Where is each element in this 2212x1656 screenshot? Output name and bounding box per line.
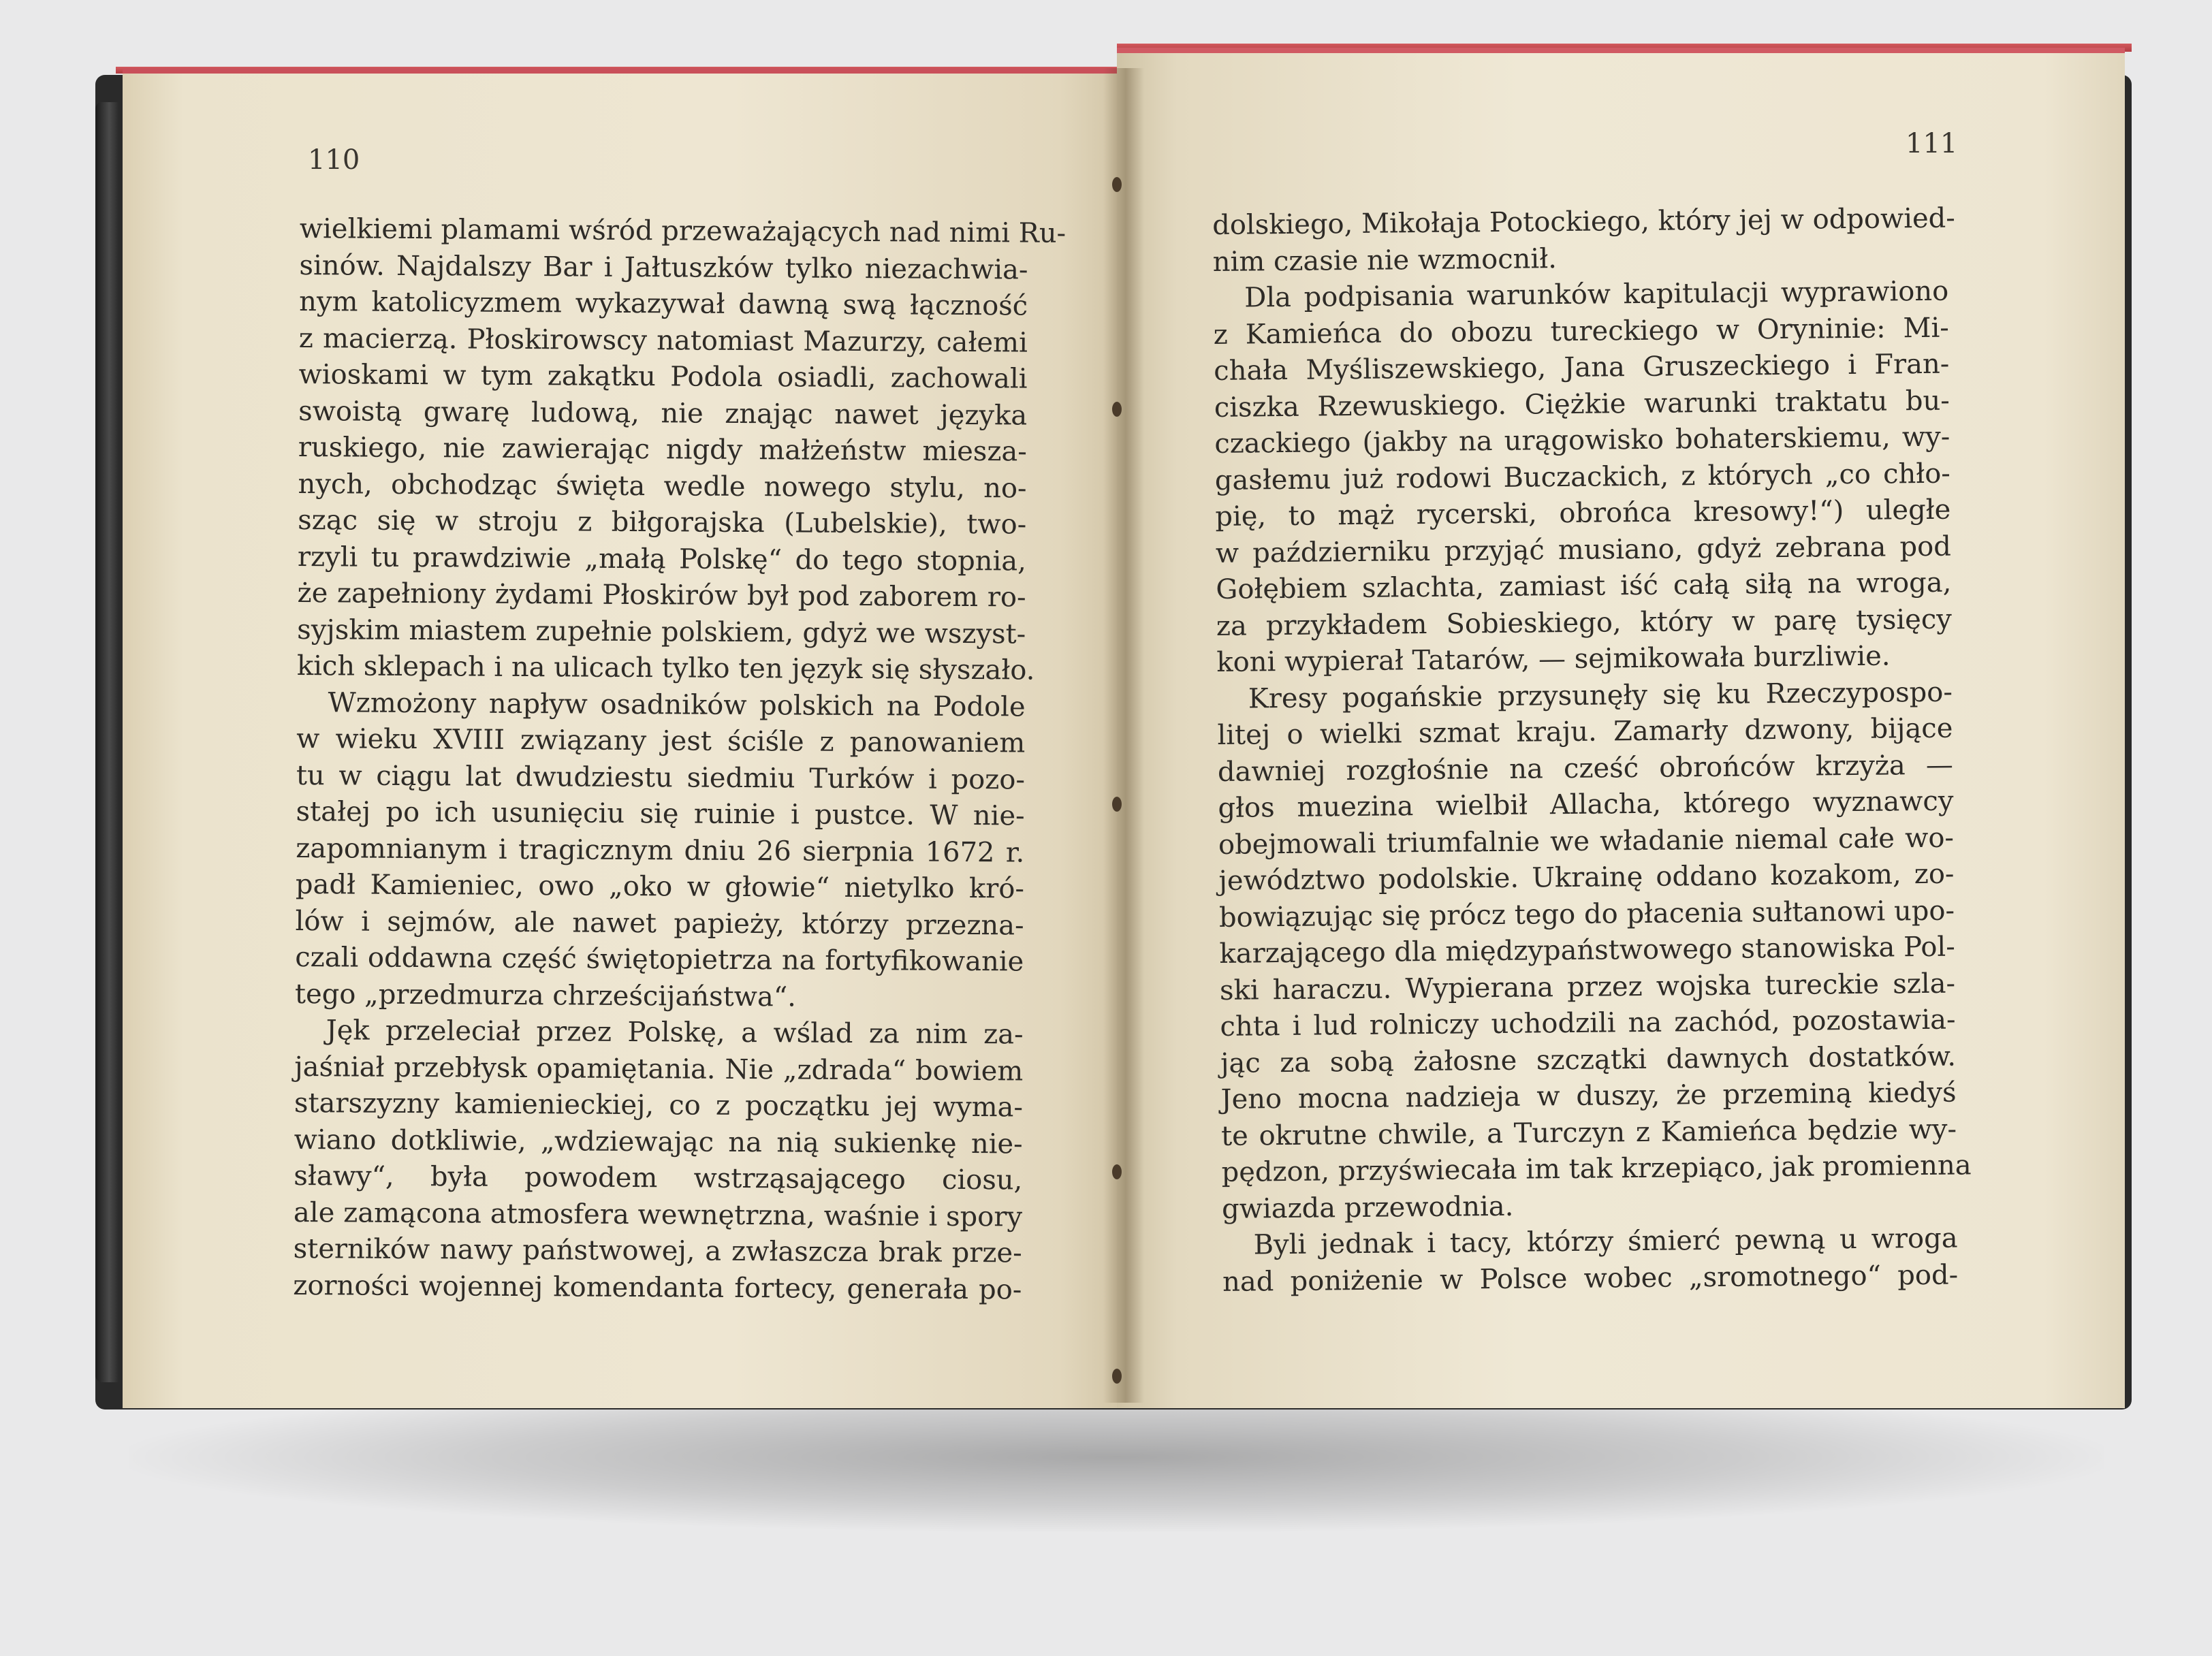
text-line: za przykładem Sobieskiego, który w parę tysięcy (1216, 603, 1953, 642)
text-line: sząc się w stroju z biłgorajska (Lubelskie), two- (298, 504, 1027, 541)
text-line: wielkiemi plamami wśród przeważających nad nimi Ru- (299, 212, 1066, 249)
text-line: kich sklepach i na ulicach tylko ten język się słyszało. (296, 650, 1035, 686)
text-line: dolskiego, Mikołaja Potockiego, który jej w odpowied- (1212, 202, 1956, 241)
right-page-text (1212, 201, 1972, 1301)
text-line: obejmowali triumfalnie we władanie niemal całe wo- (1218, 822, 1955, 861)
text-line: głos muezina wielbił Allacha, którego wyznawcy (1218, 785, 1954, 824)
left-page-text (293, 211, 1066, 1309)
text-line: tego „przedmurza chrześcijaństwa“. (294, 978, 797, 1013)
text-line: bowiązując się prócz tego do płacenia sułtanowi upo- (1218, 895, 1955, 934)
text-line: swoistą gwarę ludową, nie znając nawet języka (298, 395, 1028, 432)
text-line: czali oddawna część świętopietrza na fortyfikowanie (295, 941, 1024, 978)
text-line: dawniej rozgłośnie na cześć obrońców krzyża — (1217, 749, 1954, 788)
text-line: Wzmożony napływ osadników polskich na Podole (328, 686, 1026, 723)
text-line: rzyli tu prawdziwie „małą Polskę“ do tego stopnia, (297, 541, 1027, 577)
text-line: zapomnianym i tragicznym dniu 26 sierpnia 1672 r. (296, 832, 1025, 869)
text-line: zorności wojennej komendanta fortecy, generała po- (293, 1269, 1022, 1306)
binding-stitch (1112, 1164, 1122, 1179)
text-line: wioskami w tym zakątku Podola osiadli, zachowali (298, 358, 1028, 395)
text-line: ciszka Rzewuskiego. Ciężkie warunki traktatu bu- (1214, 385, 1950, 424)
binding-stitch (1112, 1369, 1122, 1384)
text-line: Dla podpisania warunków kapitulacji wyprawiono (1244, 275, 1949, 314)
book-gutter (1103, 68, 1144, 1403)
text-line: wiano dotkliwie, „wdziewając na nią sukienkę nie- (294, 1124, 1023, 1160)
right-page-number: 111 (1906, 128, 1958, 159)
text-line: starszyzny kamienieckiej, co z początku jej wyma- (294, 1087, 1024, 1124)
left-page-number: 110 (308, 144, 360, 176)
text-line: z Kamieńca do obozu tureckiego w Oryninie: Mi- (1213, 312, 1949, 351)
text-line: w październiku przyjąć musiano, gdyż zebrana pod (1215, 530, 1952, 569)
text-line: jewództwo podolskie. Ukrainę oddano kozakom, zo- (1218, 858, 1955, 897)
text-line: Jeno mocna nadzieja w duszy, że przeminą kiedyś (1220, 1077, 1957, 1115)
text-line: syjskim miastem zupełnie polskiem, gdyż we wszyst- (297, 614, 1026, 650)
text-line: w wieku XVIII związany jest ściśle z panowaniem (296, 722, 1026, 759)
book-spine (95, 102, 118, 1382)
text-line: Byli jednak i tacy, którzy śmierć pewną u wroga (1253, 1222, 1958, 1261)
text-line: pędzon, przyświecała im tak krzepiąco, jak promienna (1221, 1149, 1972, 1188)
text-line: karzającego dla międzypaństwowego stanowiska Pol- (1219, 931, 1955, 970)
text-line: ski haraczu. Wypierana przez wojska tureckie szla- (1219, 968, 1956, 1006)
text-line: chta i lud rolniczy uchodzili na zachód, pozostawia- (1220, 1004, 1956, 1042)
text-line: z macierzą. Płoskirowscy natomiast Mazurzy, całemi (298, 322, 1028, 359)
text-line: te okrutne chwile, a Turczyn z Kamieńca będzie wy- (1220, 1113, 1957, 1152)
text-line: jąc za sobą żałosne szczątki dawnych dostatków. (1220, 1040, 1957, 1079)
text-line: Jęk przeleciał przez Polskę, a wślad za nim za- (326, 1015, 1024, 1051)
text-line: Kresy pogańskie przysunęły się ku Rzeczypospo- (1248, 676, 1953, 715)
binding-stitch (1112, 402, 1122, 417)
text-line: tu w ciągu lat dwudziestu siedmiu Turków i pozo- (296, 759, 1026, 796)
text-line: gasłemu już rodowi Buczackich, z których „co chło- (1214, 458, 1951, 496)
text-line: Gołębiem szlachta, zamiast iść całą siłą na wroga, (1216, 567, 1952, 605)
text-line: czackiego (jakby na urągowisko bohaterskiemu, wy- (1214, 421, 1950, 460)
text-line: ale zamącona atmosfera wewnętrzna, waśnie i spory (293, 1196, 1023, 1233)
text-line: lów i sejmów, ale nawet papieży, którzy przezna- (295, 905, 1024, 942)
text-line: chała Myśliszewskiego, Jana Gruszeckiego i Fran- (1214, 348, 1950, 387)
text-line: gwiazda przewodnia. (1221, 1190, 1514, 1225)
text-line: sinów. Najdalszy Bar i Jałtuszków tylko niezachwia- (299, 249, 1028, 286)
text-line: pię, to mąż rycerski, obrońca kresowy!“) uległe (1215, 494, 1951, 532)
binding-stitch (1112, 797, 1122, 812)
text-line: sławy“, była powodem wstrząsającego ciosu, (294, 1160, 1023, 1196)
text-line: nych, obchodząc święta wedle nowego stylu, no- (298, 468, 1027, 505)
text-line: litej o wielki szmat kraju. Zamarły dzwony, bijące (1217, 712, 1953, 751)
text-line: nym katolicyzmem wykazywał dawną swą łączność (299, 285, 1028, 322)
text-line: padł Kamieniec, owo „oko w głowie“ nietylko kró- (295, 868, 1025, 905)
text-line: nim czasie nie wzmocnił. (1212, 242, 1558, 278)
text-line: koni wypierał Tatarów, — sejmikowała burzliwie. (1216, 640, 1891, 678)
binding-stitch (1112, 177, 1122, 192)
text-line: ruskiego, nie zawierając nigdy małżeństw miesza- (298, 431, 1028, 468)
text-line: jaśniał przebłysk opamiętania. Nie „zdrada“ bowiem (294, 1051, 1024, 1087)
text-line: że zapełniony żydami Płoskirów był pod zaborem ro- (297, 577, 1026, 614)
text-line: nad poniżenie w Polsce wobec „sromotnego“ pod- (1222, 1259, 1959, 1298)
text-line: sterników nawy państwowej, a zwłaszcza brak prze- (293, 1232, 1022, 1269)
text-line: stałej po ich usunięciu się ruinie i pustce. W nie- (296, 795, 1025, 832)
